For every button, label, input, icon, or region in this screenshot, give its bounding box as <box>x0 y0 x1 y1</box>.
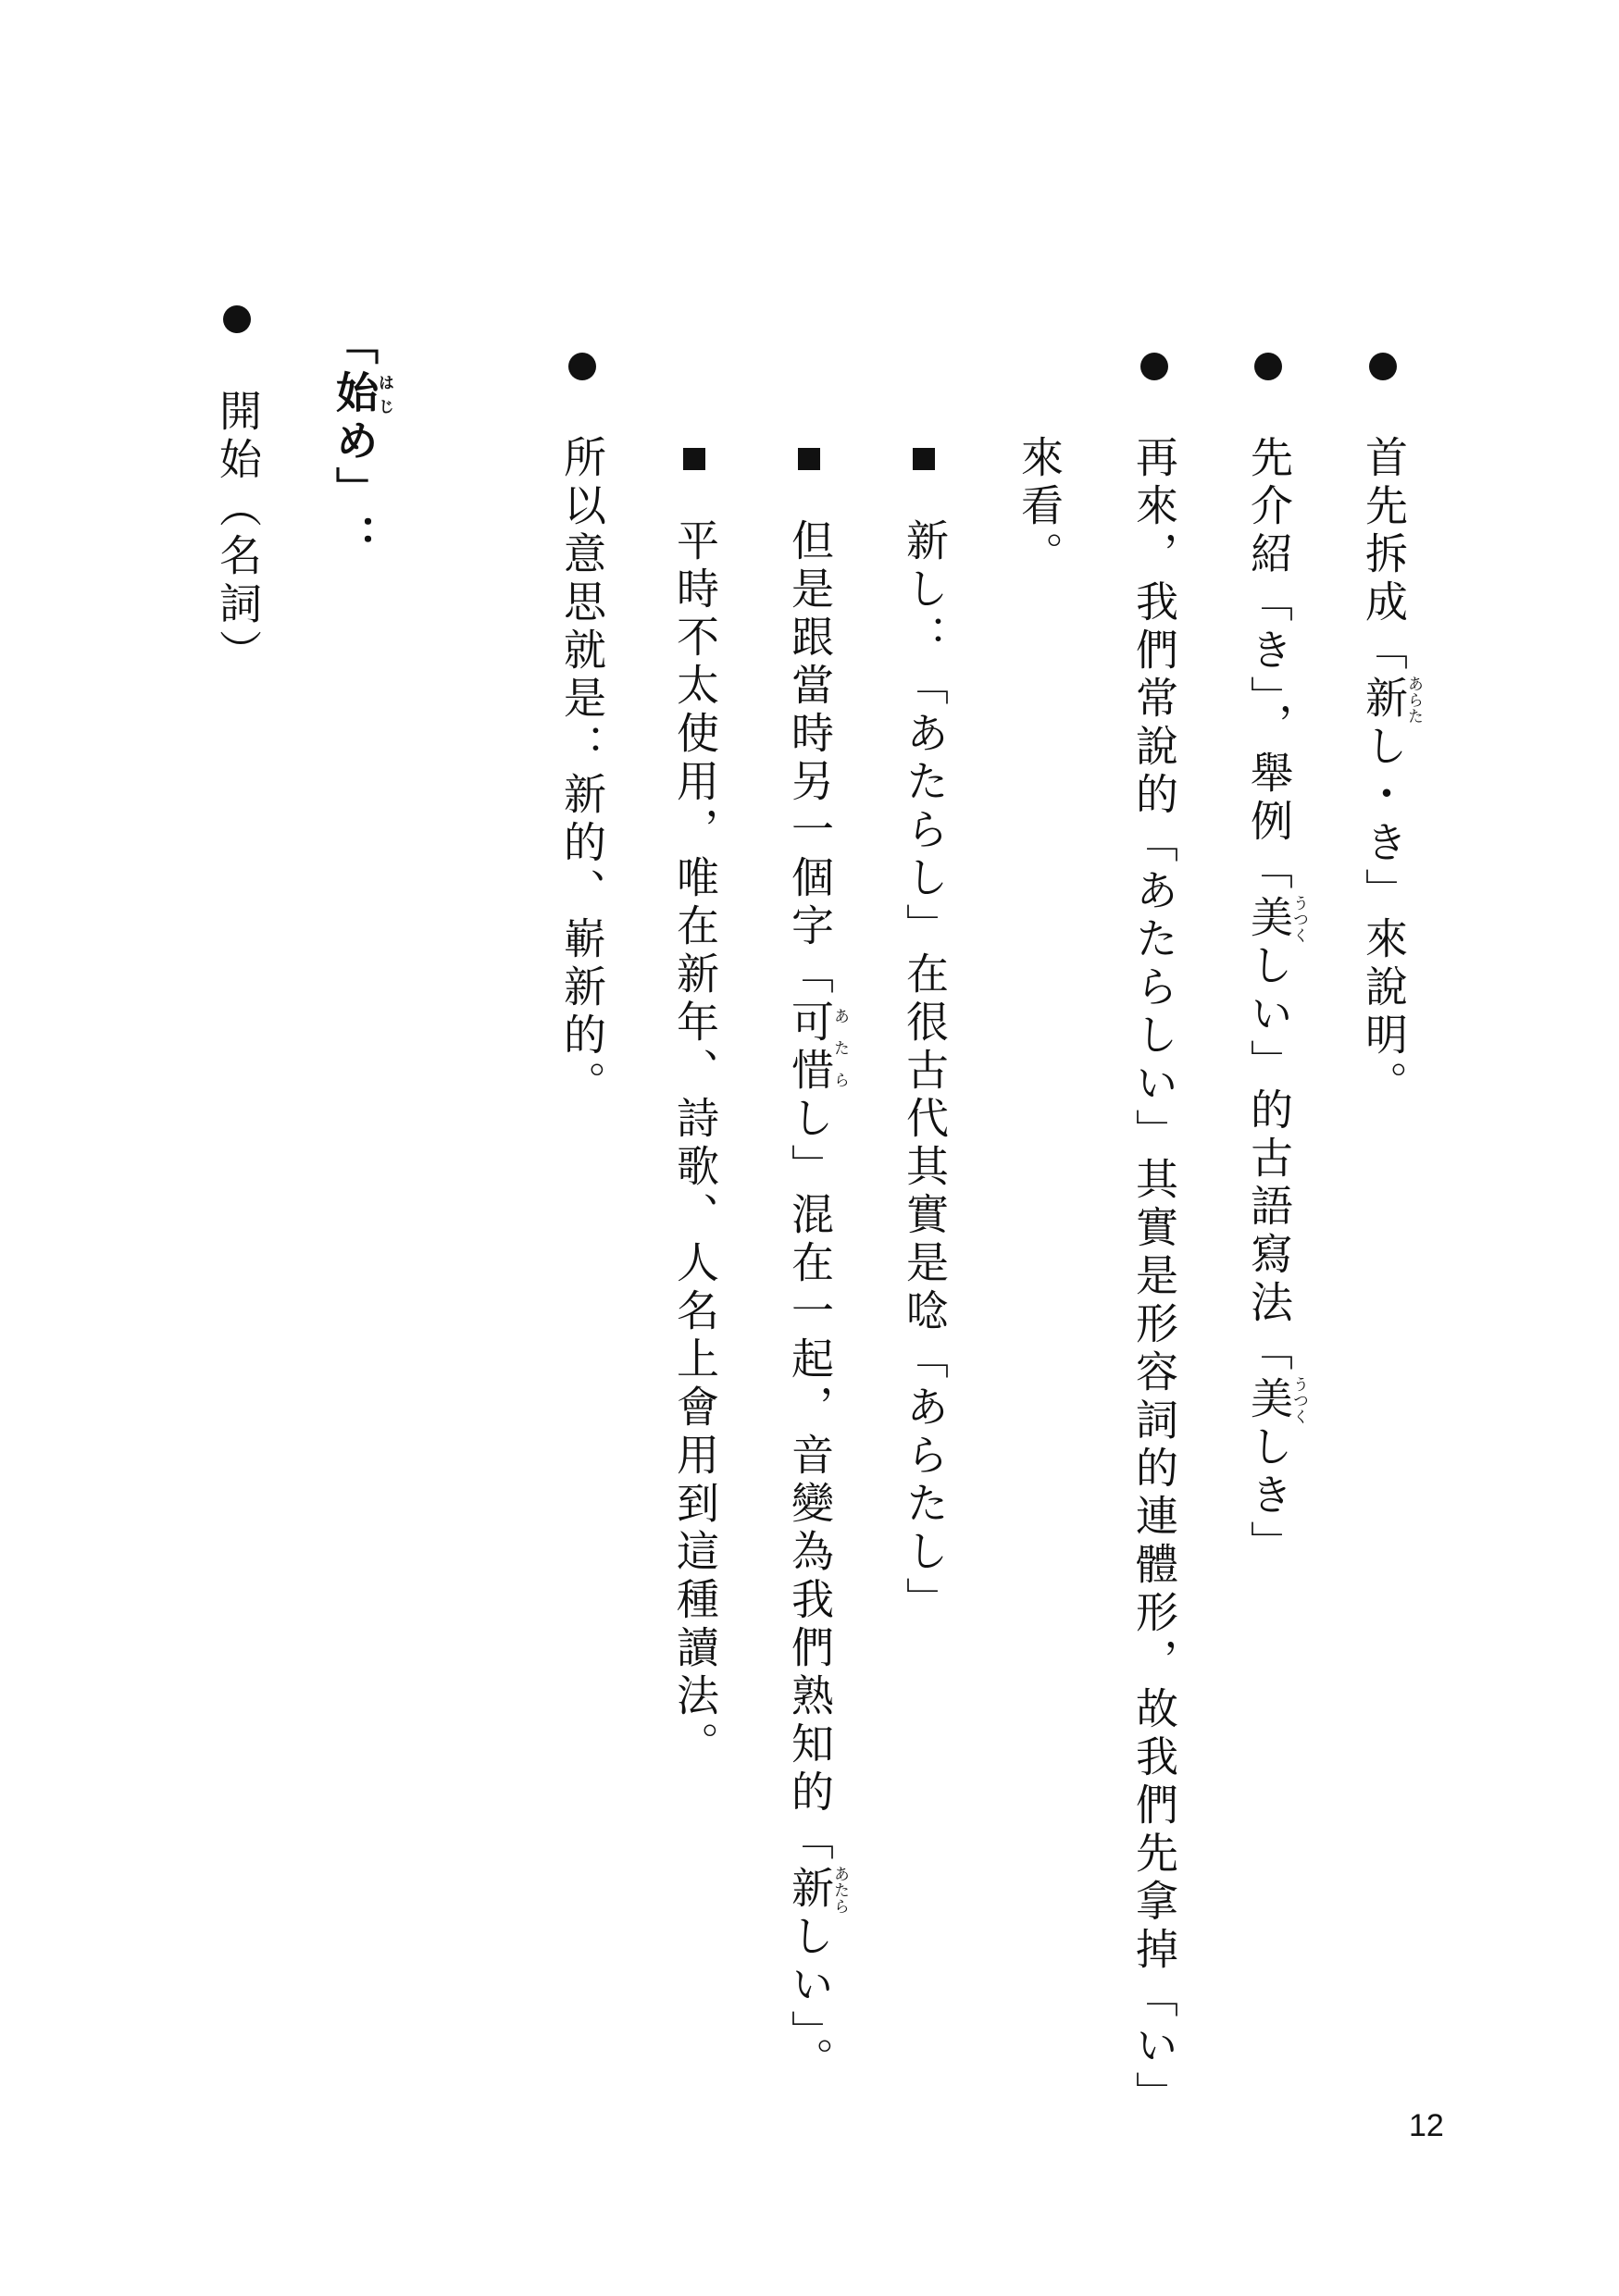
text-line-meaning <box>550 435 614 1109</box>
furigana-ruby: 新あらた <box>1359 676 1423 724</box>
bullet-square-icon <box>683 448 705 470</box>
text-line-old-reading <box>892 518 956 1625</box>
text-line-usage-note <box>663 518 727 1769</box>
furigana-ruby: 美うつく <box>1244 1376 1308 1424</box>
furigana-ruby: 始はじ <box>330 370 393 418</box>
text-run: 「 <box>330 322 380 370</box>
text-run: 首先拆成「 <box>1359 435 1409 676</box>
text-run: 所以意思就是：新的、嶄新的。 <box>557 435 607 1109</box>
text-line-ki-example <box>1237 435 1307 1569</box>
bullet-dot-icon <box>1254 353 1282 380</box>
bullet-dot-icon <box>1140 353 1168 380</box>
text-run: 開始（名詞） <box>213 389 263 677</box>
bullet-dot-icon <box>223 305 251 333</box>
furigana-reading: うつく <box>1289 895 1308 943</box>
furigana-reading: はじ <box>375 370 393 418</box>
furigana-reading: あたら <box>830 1866 849 1914</box>
furigana-ruby: 美うつく <box>1244 895 1308 943</box>
text-run: 來看。 <box>1015 435 1065 579</box>
bullet-square-icon <box>913 448 935 470</box>
furigana-reading: あたら <box>830 999 849 1096</box>
furigana-reading: あらた <box>1404 676 1423 724</box>
furigana-ruby: 新あたら <box>785 1866 849 1914</box>
furigana-reading: うつく <box>1289 1376 1308 1424</box>
text-line-start-noun <box>205 389 269 677</box>
text-run: め」： <box>330 418 380 563</box>
section-heading-hajime <box>322 322 392 563</box>
page-number: 12 <box>1409 2108 1444 2143</box>
bullet-dot-icon <box>1369 353 1397 380</box>
text-line-sound-change <box>778 518 848 2085</box>
text-run: 新し：「あたらし」在很古代其實是唸「あらたし」 <box>900 518 950 1625</box>
bullet-square-icon <box>798 448 820 470</box>
bullet-dot-icon <box>568 353 596 380</box>
text-run: しい」的古語寫法「 <box>1244 943 1294 1376</box>
text-run: 平時不太使用，唯在新年、詩歌、人名上會用到這種讀法。 <box>670 518 720 1769</box>
text-line-continuation <box>1007 435 1071 579</box>
furigana-ruby: 可惜あたら <box>785 999 849 1096</box>
text-line-adjective-form <box>1122 435 1186 2119</box>
text-run: 再來，我們常說的「あたらしい」其實是形容詞的連體形，故我們先拿掉「い」 <box>1129 435 1179 2119</box>
text-run: 先介紹「き」，舉例「 <box>1244 435 1294 895</box>
text-run: し・き」來說明。 <box>1359 724 1409 1109</box>
text-run: しい」。 <box>785 1914 835 2085</box>
text-run: しき」 <box>1244 1424 1294 1569</box>
text-run: し」混在一起，音變為我們熟知的「 <box>785 1096 835 1866</box>
text-line-split-explanation <box>1351 435 1422 1109</box>
text-run: 但是跟當時另一個字「 <box>785 518 835 999</box>
